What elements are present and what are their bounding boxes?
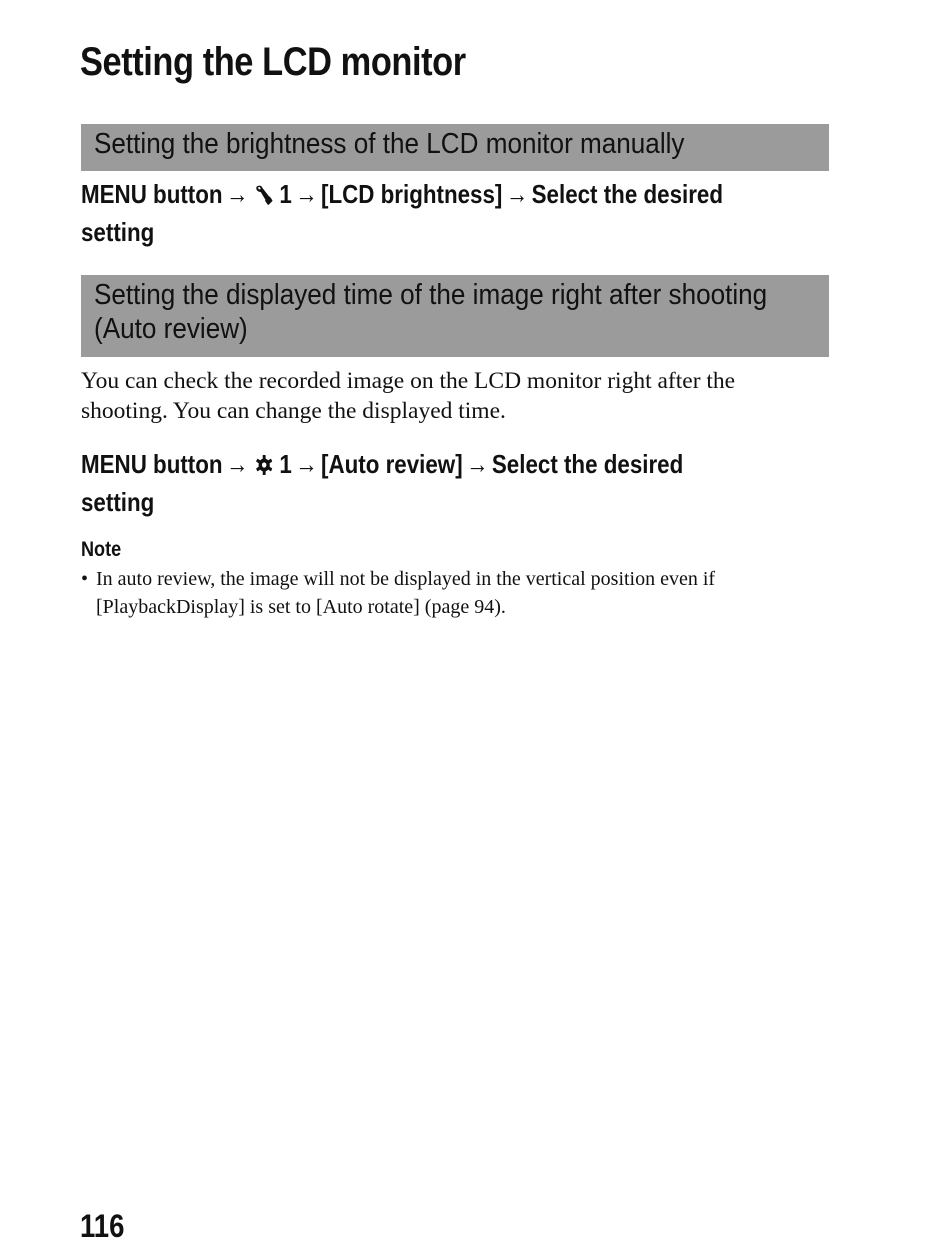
arrow-icon: →	[466, 449, 489, 479]
page-title: Setting the LCD monitor	[80, 40, 466, 84]
note-text	[96, 565, 715, 621]
menu-path-start: MENU button	[81, 179, 223, 209]
menu-path-lcd-brightness	[81, 177, 871, 249]
section-header-text-line2: (Auto review)	[94, 313, 248, 345]
wrench-icon	[254, 181, 275, 215]
section-header-lcd-brightness	[81, 124, 829, 171]
arrow-icon: →	[295, 449, 318, 479]
body-text-line1: You can check the recorded image on the LCD monitor right after the	[81, 368, 736, 394]
page-number: 116	[80, 1208, 125, 1244]
menu-path-start: MENU button	[81, 449, 223, 479]
menu-tab-number: 1	[279, 179, 292, 209]
arrow-icon: →	[505, 179, 529, 209]
menu-tab-number: 1	[279, 449, 292, 479]
note-text-line2: [PlaybackDisplay] is set to [Auto rotate] (page 94).	[96, 596, 506, 618]
body-paragraph	[81, 366, 841, 426]
arrow-icon: →	[226, 449, 249, 479]
section-header-text: Setting the brightness of the LCD monitor manually	[94, 128, 685, 160]
body-text-line2: shooting. You can change the displayed time.	[81, 398, 506, 424]
bullet: •	[81, 568, 89, 590]
note-text-line1: In auto review, the image will not be displayed in the vertical position even if	[96, 568, 716, 590]
menu-path-auto-review	[81, 447, 871, 519]
menu-item-name: [Auto review]	[321, 449, 463, 479]
arrow-icon: →	[295, 179, 318, 209]
menu-path-end-continued: setting	[81, 217, 155, 247]
menu-path-end: Select the desired	[491, 449, 684, 479]
menu-item-name: [LCD brightness]	[321, 179, 503, 209]
gear-icon	[254, 451, 275, 485]
arrow-icon: →	[226, 179, 249, 209]
menu-path-end: Select the desired	[531, 179, 724, 209]
section-header-auto-review	[81, 275, 829, 357]
menu-path-end-continued: setting	[81, 487, 155, 517]
section-header-text-line1: Setting the displayed time of the image right after shooting	[94, 279, 768, 311]
note-item	[81, 565, 801, 621]
note-heading: Note	[81, 538, 122, 561]
